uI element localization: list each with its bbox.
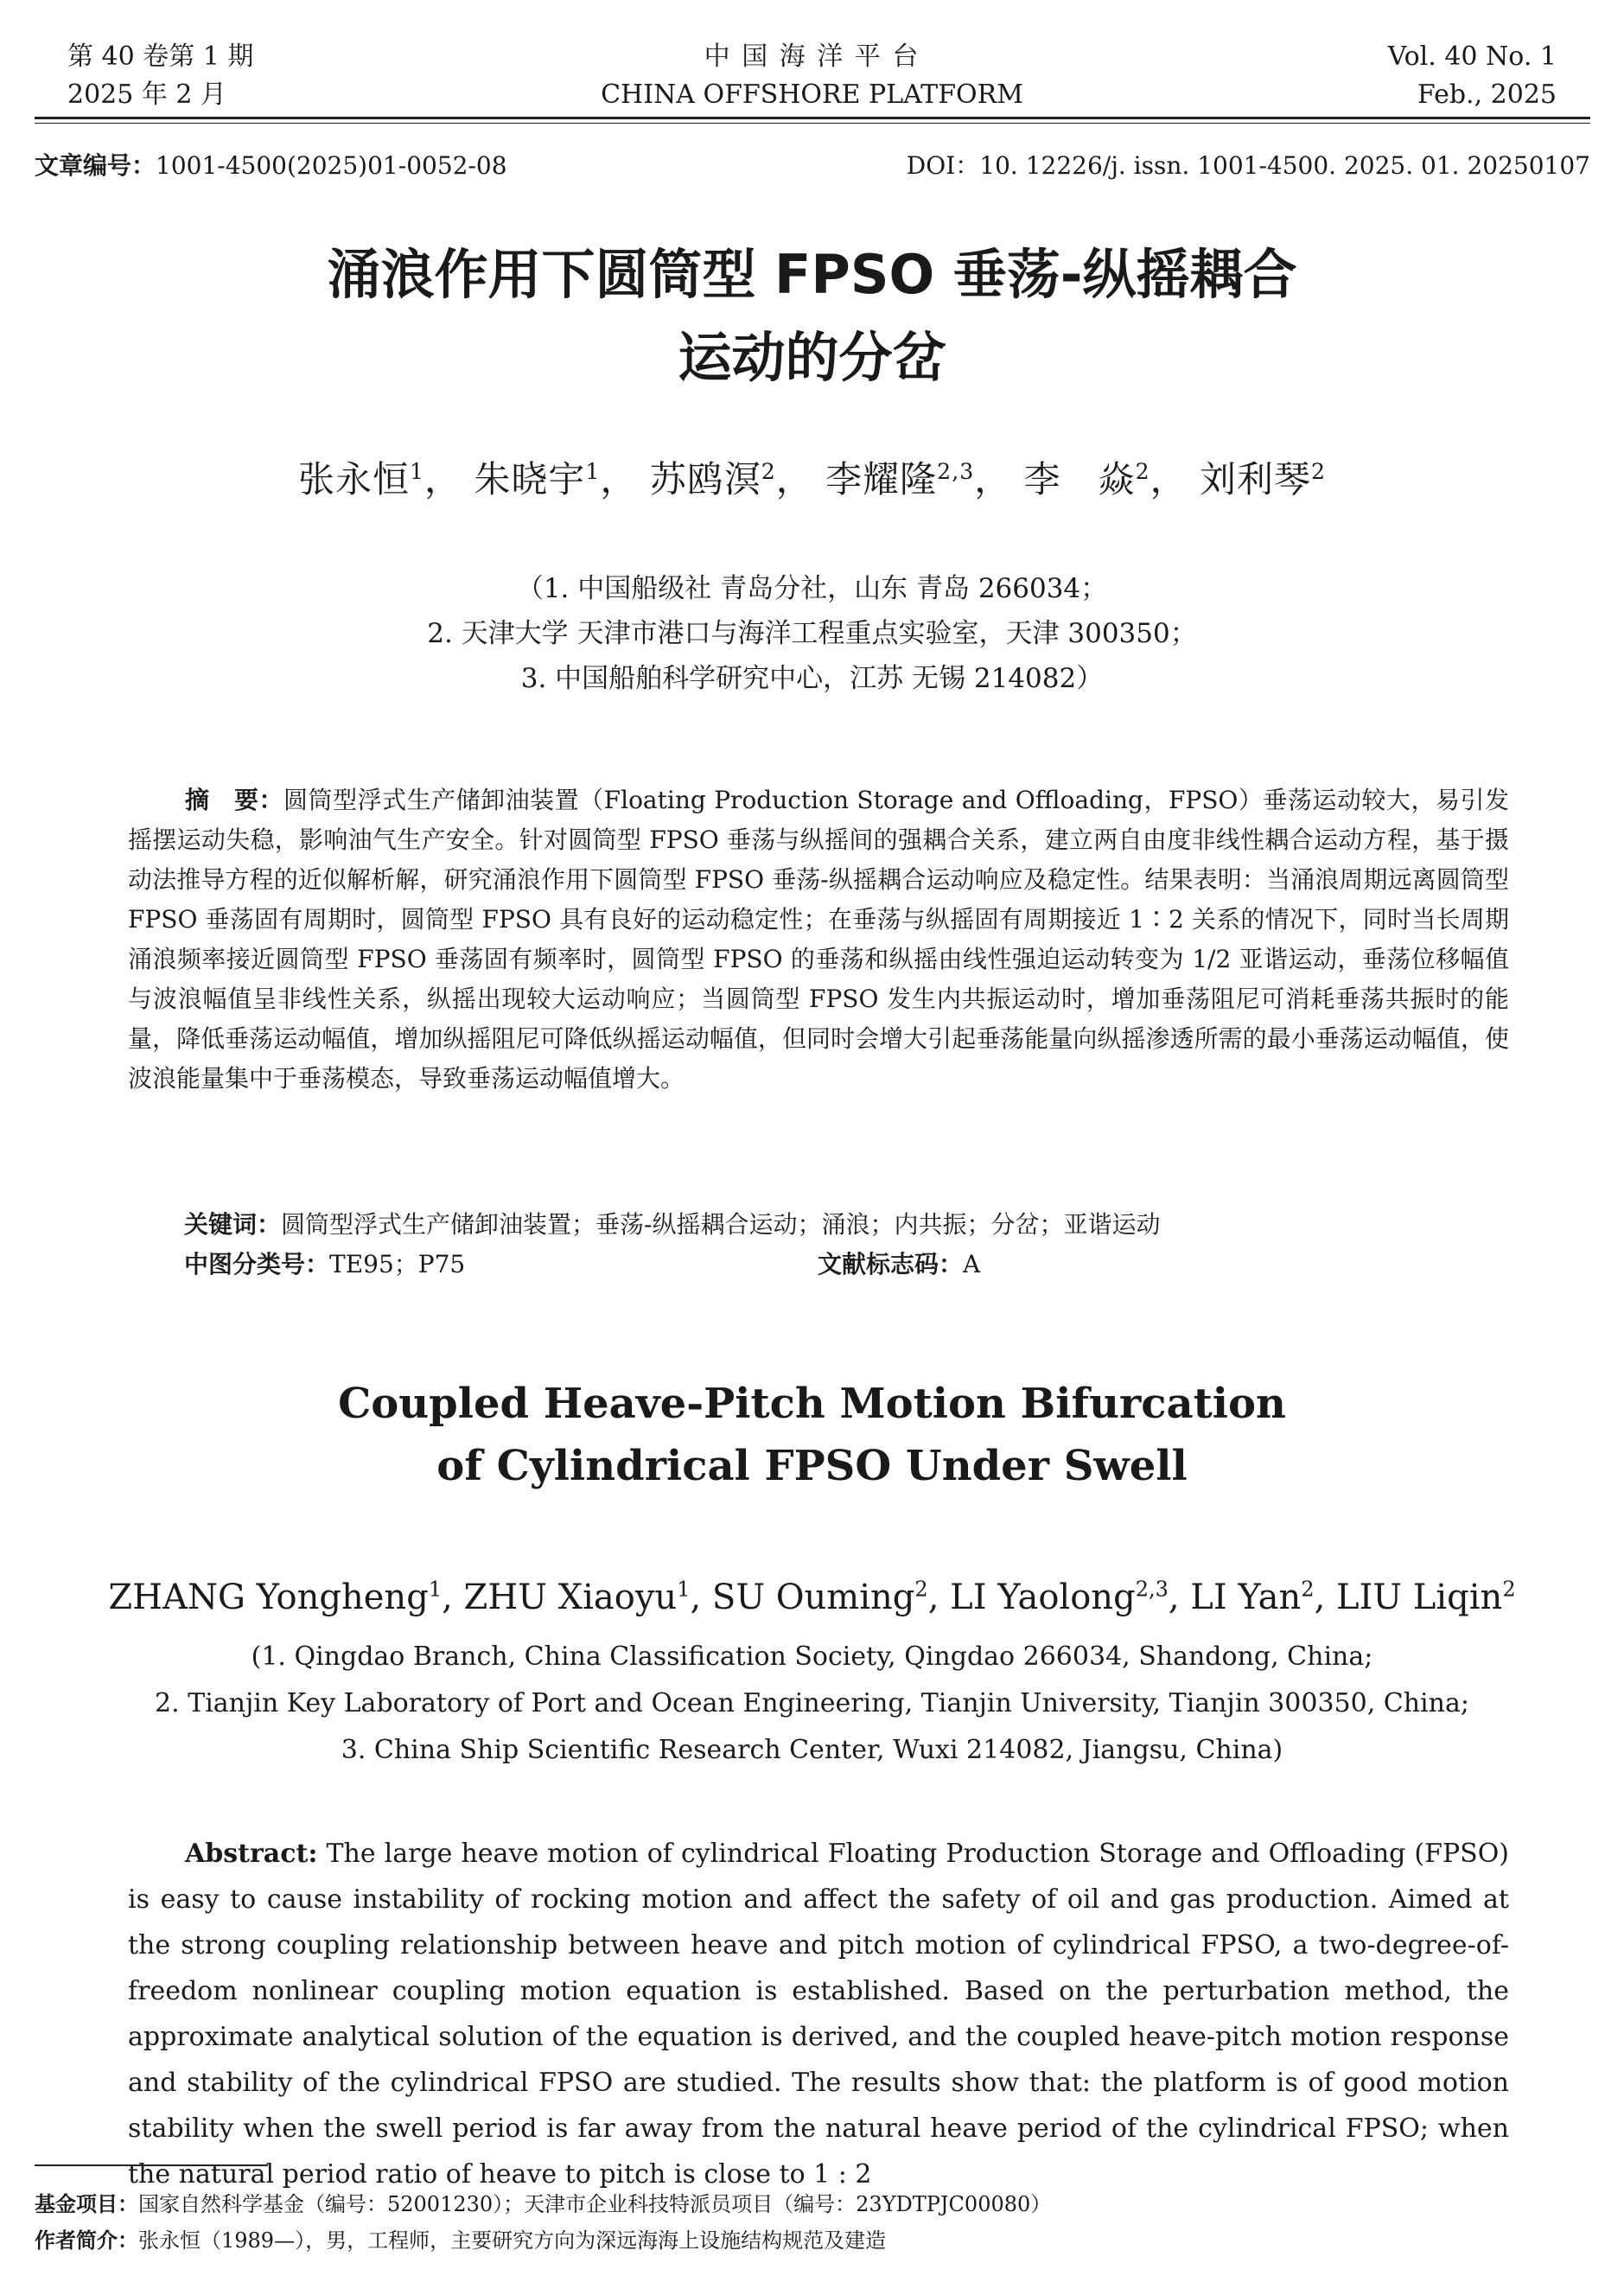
author-cn: 张永恒$^1$ xyxy=(297,458,424,500)
abstract-chinese xyxy=(128,781,1509,1099)
author-en: ZHANG Yongheng$^1$ xyxy=(108,1577,443,1617)
author-bio-label: 作者简介： xyxy=(35,2228,138,2253)
affiliation-cn: 3. 中国船舶科学研究中心，江苏 无锡 214082） xyxy=(520,663,1104,694)
title-english-line1: Coupled Heave-Pitch Motion Bifurcation xyxy=(338,1380,1286,1428)
header-vol xyxy=(1388,38,1557,114)
author-en: ZHU Xiaoyu$^1$ xyxy=(463,1577,691,1617)
author-cn: 苏鸥溟$^2$ xyxy=(649,458,776,500)
header-vol-no: Vol. 40 No. 1 xyxy=(1387,41,1557,72)
title-chinese-line1: 涌浪作用下圆筒型 FPSO 垂荡-纵摇耦合 xyxy=(327,243,1297,306)
keywords-chinese xyxy=(184,1205,1160,1245)
keywords-label: 关键词： xyxy=(184,1210,282,1239)
affiliation-en: (1. Qingdao Branch, China Classification Society, Qingdao 266034, Shandong, China; xyxy=(251,1642,1373,1672)
document-code-value: A xyxy=(963,1250,981,1278)
abstract-chinese-text: 圆筒型浮式生产储卸油装置（Floating Production Storage and Offloading，FPSO）垂荡运动较大，易引发摇摆运动失稳，影响油气生产安全。针对圆筒型 FPSO 垂荡与纵摇间的强耦合关系，建立两自由度非线性耦合运动方程，基于摄动法推导方程的近似解析解，研究涌浪作用下圆筒型 FPSO 垂荡-纵摇耦合运动响应及稳定性。结果表明：当涌浪周期远离圆筒型 FPSO 垂荡固有周期时，圆筒型 FPSO 具有良好的运动稳定性；在垂荡与纵摇固有周期接近 1∶2 关系的情况下，同时当长周期涌浪频率接近圆筒型 FPSO 垂荡固有频率时，圆筒型 FPSO 的垂荡和纵摇由线性强迫运动转变为 1/2 亚谐运动，垂荡位移幅值与波浪幅值呈非线性关系，纵摇出现较大运动响应；当圆筒型 FPSO 发生内共振运动时，增加垂荡阻尼可消耗垂荡共振时的能量，降低垂荡运动幅值，增加纵摇阻尼可降低纵摇运动幅值，但同时会增大引起垂荡能量向纵摇渗透所需的最小垂荡运动幅值，使波浪能量集中于垂荡模态，导致垂荡运动幅值增大。 xyxy=(128,786,1509,1093)
affiliation-en: 3. China Ship Scientific Research Center, Wuxi 214082, Jiangsu, China) xyxy=(341,1735,1283,1765)
article-number-value: 1001-4500(2025)01-0052-08 xyxy=(156,151,507,180)
title-english xyxy=(0,1373,1624,1497)
document-code xyxy=(818,1245,980,1285)
title-chinese xyxy=(0,233,1624,399)
affiliation-cn: 2. 天津大学 天津市港口与海洋工程重点实验室，天津 300350； xyxy=(427,618,1197,649)
footnote-rule xyxy=(35,2164,268,2166)
author-en: LI Yan$^2$ xyxy=(1190,1577,1315,1617)
abstract-chinese-label: 摘 要： xyxy=(185,786,284,814)
clc xyxy=(184,1250,465,1278)
affiliation-cn: （1. 中国船级社 青岛分社，山东 青岛 266034； xyxy=(516,573,1108,604)
abstract-english-body xyxy=(128,1831,1509,2197)
affiliations-chinese xyxy=(0,566,1624,701)
author-bio-text: 张永恒（1989—），男，工程师，主要研究方向为深远海海上设施结构规范及建造 xyxy=(138,2228,887,2253)
author-en: LIU Liqin$^2$ xyxy=(1336,1577,1516,1617)
footnote-author-bio xyxy=(35,2223,886,2258)
funding-label: 基金项目： xyxy=(35,2192,138,2216)
doi: DOI：10. 12226/j. issn. 1001-4500. 2025. 01. 20250107 xyxy=(906,151,1590,180)
header-rule xyxy=(35,117,1590,124)
author-en: SU Ouming$^2$ xyxy=(711,1577,928,1617)
abstract-english xyxy=(128,1831,1509,2197)
abstract-chinese-body xyxy=(128,781,1509,1099)
title-english-line2: of Cylindrical FPSO Under Swell xyxy=(436,1442,1188,1490)
authors-english: ZHANG Yongheng$^1$, ZHU Xiaoyu$^1$, SU Ouming$^2$, LI Yaolong$^{2,3}$, LI Yan$^2$, LIU Liqin$^2$ xyxy=(108,1577,1516,1617)
funding-text: 国家自然科学基金（编号：52001230）；天津市企业科技特派员项目（编号：23YDTPJC00080） xyxy=(138,2192,1052,2216)
document-code-label: 文献标志码： xyxy=(818,1250,964,1278)
author-en: LI Yaolong$^{2,3}$ xyxy=(950,1577,1169,1617)
article-number xyxy=(35,147,507,185)
affiliation-en: 2. Tianjin Key Laboratory of Port and Ocean Engineering, Tianjin University, Tianjin 300350, China; xyxy=(155,1688,1469,1718)
affiliations-english xyxy=(0,1634,1624,1774)
clc-label: 中图分类号： xyxy=(184,1250,330,1278)
title-chinese-line2: 运动的分岔 xyxy=(678,326,946,389)
abstract-english-text: The large heave motion of cylindrical Floating Production Storage and Offloading (FPSO) is easy to cause instability of rocking motion and affect the safety of oil and gas production. Aimed at the strong coupling relationship between heave and pitch motion of cylindrical FPSO, a two-degree-of-freedom nonlinear coupling motion equation is established. Based on the perturbation method, the approximate analytical solution of the equation is derived, and the coupled heave-pitch motion response and stability of the cylindrical FPSO are studied. The results show that: the platform is of good motion stability when the swell period is far away from the natural heave period of the cylindrical FPSO; when the natural period ratio of heave to pitch is close to 1 : 2 xyxy=(128,1839,1509,2190)
author-cn: 刘利琴$^2$ xyxy=(1200,458,1327,500)
article-number-label: 文章编号： xyxy=(35,151,156,180)
header-date: 2025 年 2 月 xyxy=(67,80,227,110)
journal-name-cn: 中 国 海 洋 平 台 xyxy=(704,41,920,72)
clc-value: TE95；P75 xyxy=(329,1250,466,1278)
header-month-year: Feb., 2025 xyxy=(1417,80,1557,110)
abstract-english-label: Abstract: xyxy=(185,1839,318,1869)
footnote-funding xyxy=(35,2187,1051,2222)
header-journal xyxy=(0,38,1624,114)
author-cn: 李耀隆$^{2,3}$ xyxy=(825,458,975,500)
header-volume-issue: 第 40 卷第 1 期 xyxy=(67,41,254,72)
journal-name-en: CHINA OFFSHORE PLATFORM xyxy=(601,80,1023,110)
authors-chinese: 张永恒$^1$， 朱晓宇$^1$， 苏鸥溟$^2$， 李耀隆$^{2,3}$， 李 焱$^2$， 刘利琴$^2$ xyxy=(297,458,1327,500)
classification-line xyxy=(184,1245,1515,1285)
author-cn: 李 焱$^2$ xyxy=(1023,458,1150,500)
keywords-text: 圆筒型浮式生产储卸油装置；垂荡-纵摇耦合运动；涌浪；内共振；分岔；亚谐运动 xyxy=(281,1210,1161,1239)
author-cn: 朱晓宇$^1$ xyxy=(474,458,601,500)
